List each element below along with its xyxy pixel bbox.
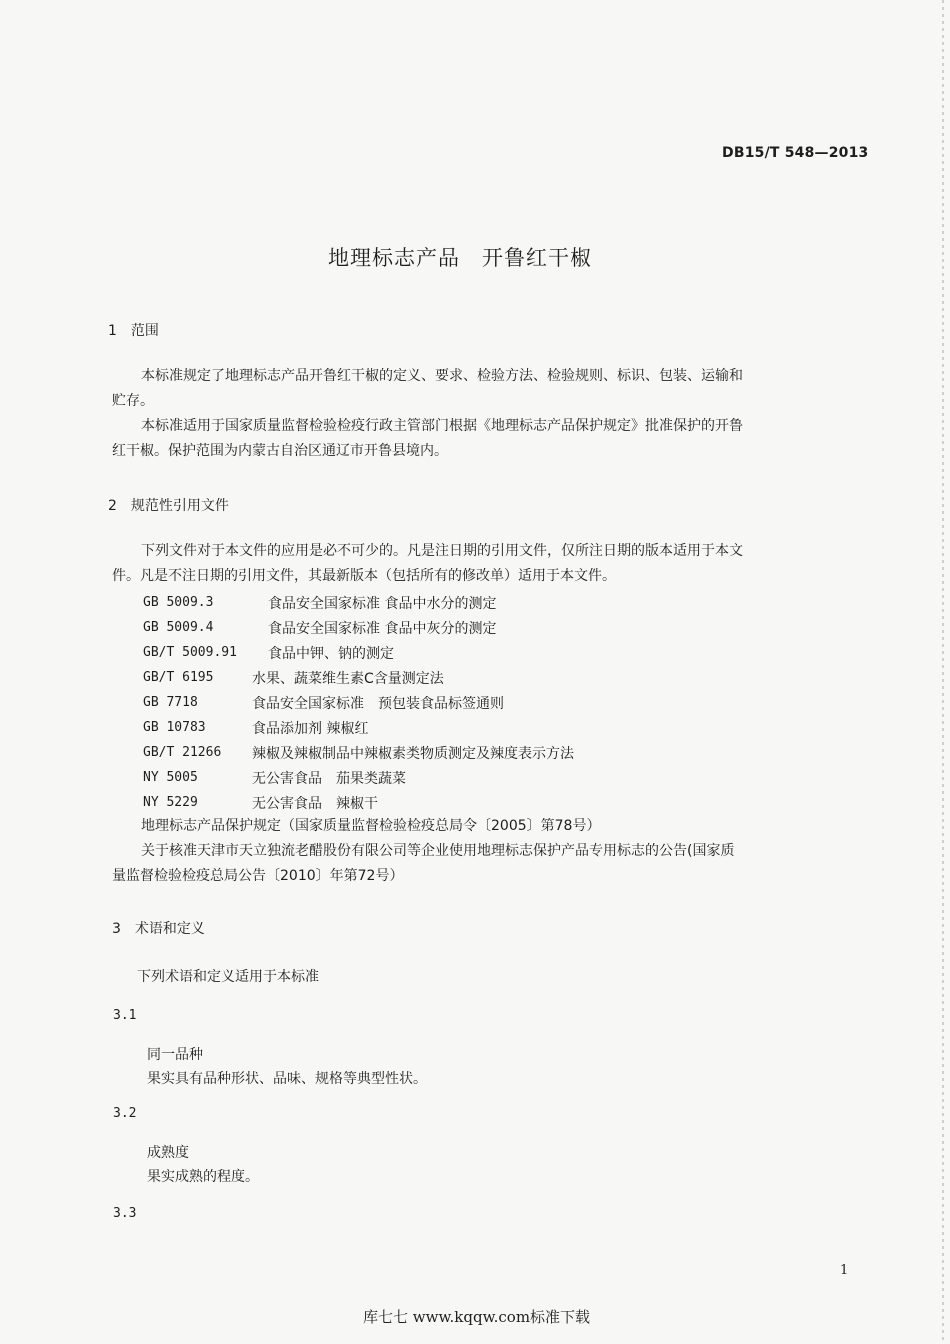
reference-code: GB/T 5009.91 bbox=[143, 645, 237, 660]
reference-extra-2-line-2: 量监督检验检疫总局公告〔2010〕年第72号） bbox=[112, 868, 404, 884]
reference-title: 食品添加剂 辣椒红 bbox=[252, 721, 369, 737]
section-1-heading: 1 范围 bbox=[108, 323, 159, 339]
reference-extra-1: 地理标志产品保护规定（国家质量监督检验检疫总局令〔2005〕第78号） bbox=[141, 818, 601, 834]
reference-title: 辣椒及辣椒制品中辣椒素类物质测定及辣度表示方法 bbox=[252, 746, 574, 762]
scope-paragraph-1-line-1: 本标准规定了地理标志产品开鲁红干椒的定义、要求、检验方法、检验规则、标识、包装、运输和 bbox=[141, 368, 743, 384]
term-number: 3.1 bbox=[113, 1008, 137, 1023]
reference-code: NY 5229 bbox=[143, 795, 198, 810]
reference-title: 食品安全国家标准 食品中灰分的测定 bbox=[268, 621, 497, 637]
reference-code: GB/T 21266 bbox=[143, 745, 222, 760]
reference-code: GB 5009.4 bbox=[143, 620, 214, 635]
term-name: 同一品种 bbox=[147, 1047, 203, 1063]
term-definition: 果实成熟的程度。 bbox=[147, 1169, 259, 1185]
reference-title: 无公害食品 辣椒干 bbox=[252, 796, 378, 812]
footer-watermark: 库七七 www.kqqw.com标准下载 bbox=[363, 1308, 591, 1326]
term-definition: 果实具有品种形状、品味、规格等典型性状。 bbox=[147, 1071, 427, 1087]
reference-code: GB 5009.3 bbox=[143, 595, 214, 610]
references-intro-line-1: 下列文件对于本文件的应用是必不可少的。凡是注日期的引用文件，仅所注日期的版本适用于本文 bbox=[141, 543, 743, 559]
reference-extra-2-line-1: 关于核准天津市天立独流老醋股份有限公司等企业使用地理标志保护产品专用标志的公告(国家质 bbox=[141, 843, 735, 859]
reference-title: 无公害食品 茄果类蔬菜 bbox=[252, 771, 406, 787]
term-name: 成熟度 bbox=[147, 1145, 189, 1161]
scope-paragraph-2-line-2: 红干椒。保护范围为内蒙古自治区通辽市开鲁县境内。 bbox=[112, 443, 448, 459]
scan-edge-line bbox=[942, 0, 944, 1344]
reference-title: 食品安全国家标准 预包装食品标签通则 bbox=[252, 696, 504, 712]
section-3-heading: 3 术语和定义 bbox=[112, 921, 205, 937]
scope-paragraph-1-line-2: 贮存。 bbox=[112, 393, 154, 409]
reference-code: GB 10783 bbox=[143, 720, 206, 735]
scope-paragraph-2-line-1: 本标准适用于国家质量监督检验检疫行政主管部门根据《地理标志产品保护规定》批准保护的开鲁 bbox=[141, 418, 743, 434]
page-number: 1 bbox=[840, 1263, 849, 1278]
reference-title: 食品中钾、钠的测定 bbox=[268, 646, 394, 662]
reference-code: GB 7718 bbox=[143, 695, 198, 710]
document-title: 地理标志产品 开鲁红干椒 bbox=[328, 246, 592, 270]
standard-code: DB15/T 548—2013 bbox=[722, 145, 869, 161]
reference-code: GB/T 6195 bbox=[143, 670, 214, 685]
section-2-heading: 2 规范性引用文件 bbox=[108, 498, 229, 514]
term-number: 3.2 bbox=[113, 1106, 137, 1121]
references-intro-line-2: 件。凡是不注日期的引用文件，其最新版本（包括所有的修改单）适用于本文件。 bbox=[112, 568, 616, 584]
reference-title: 食品安全国家标准 食品中水分的测定 bbox=[268, 596, 497, 612]
reference-code: NY 5005 bbox=[143, 770, 198, 785]
reference-title: 水果、蔬菜维生素C含量测定法 bbox=[252, 671, 444, 687]
term-number: 3.3 bbox=[113, 1206, 137, 1221]
terms-intro: 下列术语和定义适用于本标准 bbox=[137, 969, 319, 985]
